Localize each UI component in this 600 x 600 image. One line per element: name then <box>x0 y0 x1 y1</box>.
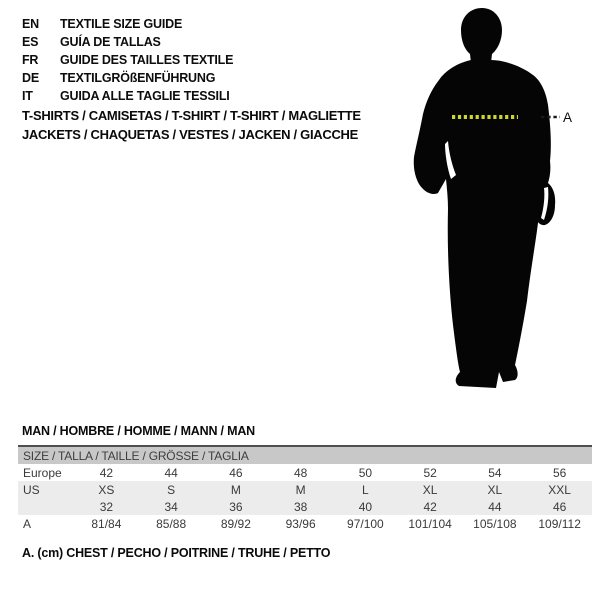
size-table-header <box>18 447 592 464</box>
table-cell: 109/112 <box>538 517 581 531</box>
silhouette-body <box>414 60 555 388</box>
table-cell: 81/84 <box>91 517 122 531</box>
table-cell: M <box>230 482 241 497</box>
table-cell: 101/104 <box>408 517 452 531</box>
row-label: A <box>23 517 32 531</box>
table-cell: XL <box>487 482 503 497</box>
table-cell: M <box>295 482 306 497</box>
language-row-es <box>22 33 233 51</box>
table-cell: XXL <box>548 482 571 497</box>
row-label: US <box>23 482 40 497</box>
table-cell: 42 <box>423 499 437 514</box>
section-title-man: MAN / HOMBRE / HOMME / MANN / MAN <box>22 424 255 438</box>
row-label: Europe <box>23 465 62 480</box>
language-code: ES <box>22 35 39 49</box>
table-cell: 32 <box>99 499 114 514</box>
table-cell: 40 <box>358 499 373 514</box>
language-row-fr <box>22 51 233 69</box>
language-label: TEXTILGRÖßENFÜHRUNG <box>60 71 216 85</box>
size-table <box>18 445 592 533</box>
table-cell: 52 <box>423 465 437 480</box>
table-cell: 48 <box>293 465 308 480</box>
table-cell: 93/96 <box>285 517 316 531</box>
table-cell: 42 <box>99 465 114 480</box>
language-row-it <box>22 87 233 105</box>
table-cell: 89/92 <box>220 517 251 531</box>
table-cell: 46 <box>229 465 243 480</box>
table-cell: 44 <box>164 465 178 480</box>
table-cell: XL <box>422 482 438 497</box>
table-cell: 46 <box>552 499 567 514</box>
language-code: EN <box>22 17 39 31</box>
table-cell: XS <box>98 482 115 497</box>
table-cell: 44 <box>488 499 502 514</box>
table-cell: 50 <box>358 465 373 480</box>
table-cell: 38 <box>293 499 308 514</box>
table-row-us <box>18 481 592 498</box>
table-row-europe <box>18 464 592 481</box>
table-row-numeric <box>18 498 592 515</box>
measure-label-a: A <box>563 110 573 125</box>
table-cell: L <box>362 482 369 497</box>
language-code: DE <box>22 71 39 85</box>
language-label: GUIDA ALLE TAGLIE TESSILI <box>60 89 230 103</box>
language-row-en <box>22 15 233 33</box>
language-label: GUIDE DES TAILLES TEXTILE <box>60 53 234 67</box>
man-silhouette-svg <box>402 3 577 398</box>
measurement-footnote: A. (cm) CHEST / PECHO / POITRINE / TRUHE / PETTO <box>22 546 331 560</box>
table-cell: 97/100 <box>347 517 384 531</box>
table-cell: 85/88 <box>156 517 187 531</box>
table-cell: 56 <box>552 465 567 480</box>
silhouette-head <box>461 8 502 63</box>
man-silhouette-figure <box>402 3 577 398</box>
table-cell: S <box>167 482 176 497</box>
language-code: IT <box>22 89 33 103</box>
language-list <box>22 15 233 105</box>
category-jackets: JACKETS / CHAQUETAS / VESTES / JACKEN / GIACCHE <box>22 126 358 142</box>
table-row-chest <box>18 515 592 533</box>
table-cell: 34 <box>164 499 178 514</box>
language-label: TEXTILE SIZE GUIDE <box>60 17 183 31</box>
size-table-header-label: SIZE / TALLA / TAILLE / GRÖSSE / TAGLIA <box>23 448 249 463</box>
table-cell: 105/108 <box>473 517 517 531</box>
language-label: GUÍA DE TALLAS <box>60 35 161 49</box>
category-tshirts: T-SHIRTS / CAMISETAS / T-SHIRT / T-SHIRT / MAGLIETTE <box>22 108 361 123</box>
table-cell: 54 <box>488 465 502 480</box>
language-row-de <box>22 69 233 87</box>
category-list <box>22 108 361 145</box>
language-code: FR <box>22 53 39 67</box>
table-cell: 36 <box>229 499 243 514</box>
